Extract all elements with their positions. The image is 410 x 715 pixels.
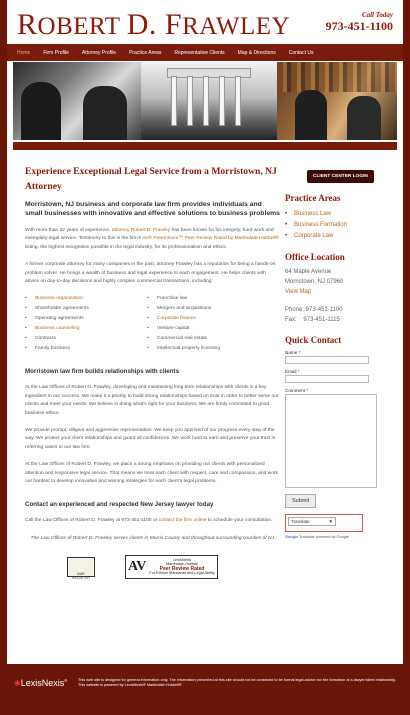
powered-by-google: powered by Google xyxy=(315,535,349,539)
comment-label-text: Comment xyxy=(285,388,305,393)
av-small: For Ethical Standards and Legal Ability xyxy=(149,571,215,576)
translate-widget xyxy=(285,514,363,532)
relationships-paragraph-1: At the Law Offices of Robert D. Frawley, developing and maintaining long term relationships with clients is a key ingredient in our success. We make it a priority to build strong relationships based on trust in order to better serve our clients and meet your needs. We believe in doing what's right for your business. We are firmly committed to good business ethics. xyxy=(25,385,279,416)
header-phone[interactable]: 973-451-1100 xyxy=(325,19,393,33)
page-title: Experience Exceptional Legal Service from a Morristown, NJ Attorney xyxy=(25,166,277,192)
av-brand: LexisNexis xyxy=(172,557,192,562)
banner-photo-courthouse xyxy=(141,62,277,140)
badges xyxy=(25,555,281,579)
quick-contact-title: Quick Contact xyxy=(285,335,342,345)
services-list-right xyxy=(147,294,269,354)
reg-mark: ® xyxy=(64,678,68,683)
phone-line: Phone: 973-451-1100 xyxy=(285,307,343,313)
google-logo: Google xyxy=(285,535,299,539)
name-label xyxy=(285,350,391,355)
practice-areas-title: Practice Areas xyxy=(285,193,341,203)
list-item: • Mergers and acquisitions xyxy=(147,304,269,314)
name-label-text: Name xyxy=(285,350,298,355)
practice-areas-list xyxy=(285,209,391,242)
contact-text-2: to schedule your consultation. xyxy=(206,517,273,523)
required-mark: * xyxy=(306,388,308,393)
intro-text-3: listing, the highest recognition possible in the legal industry, for its professionalism and ethics. xyxy=(25,244,227,250)
nav-firm-profile[interactable]: Firm Profile xyxy=(43,49,69,56)
list-item[interactable]: • Business organization xyxy=(25,294,147,304)
sidebar xyxy=(285,164,391,539)
required-mark: * xyxy=(297,369,300,374)
contact-online-link[interactable]: contact the firm online xyxy=(158,517,207,523)
list-item: • Franchise law xyxy=(147,294,269,304)
relationships-heading: Morristown law firm builds relationships with clients xyxy=(25,368,180,376)
address-line-1: 64 Maple Avenue xyxy=(285,269,332,275)
google-translate-credit xyxy=(285,535,391,539)
av-rated: Peer Review Rated xyxy=(159,565,205,572)
intro-text-2: has been known for his integrity, hard work and exemplary legal service. Testimony to this is the firm's xyxy=(25,228,274,242)
translate-select[interactable] xyxy=(288,517,336,526)
nav-map-directions[interactable]: Map & Directions xyxy=(237,49,276,56)
service-area-note: The Law Offices of Robert D. Frawley serves clients in Morris County and throughout surrounding counties of NJ. xyxy=(30,535,276,541)
nav-practice-areas[interactable]: Practice Areas xyxy=(129,49,162,56)
required-mark: * xyxy=(298,350,301,355)
address-line-2: Morristown, NJ 07960 xyxy=(285,279,344,285)
practice-item[interactable]: • Business Law xyxy=(285,209,391,220)
intro-paragraph xyxy=(25,227,281,252)
view-map-link[interactable]: View Map xyxy=(285,289,312,295)
av-mh: Martindale-Hubbell xyxy=(166,562,198,567)
bar-register-seal[interactable]: BAR REGISTER xyxy=(67,557,95,577)
contact-text-1: Call the Law Offices of Robert D. Frawley at 973-451-1100 or xyxy=(25,517,159,523)
content-panel xyxy=(13,142,397,662)
translate-label: Translate xyxy=(291,519,310,524)
google-translate-text: Translate xyxy=(299,535,315,539)
page-frame xyxy=(7,0,403,664)
email-label-text: Email xyxy=(285,369,297,374)
relationships-paragraph-2: We provide prompt, diligent and aggressive representation. We keep you apprised of our progress every step of the way. We protect your client relationships and guard all confidences. We work hard to earn and preserve your trust in referring cases to our law firm. xyxy=(25,428,276,450)
lexisnexis-logo[interactable] xyxy=(14,678,67,688)
comment-field[interactable] xyxy=(285,394,377,488)
list-item: • Commercial real estate xyxy=(147,334,269,344)
practice-item[interactable]: • Corporate Law xyxy=(285,231,391,242)
fax-line: Fax: 973-451-1115 xyxy=(285,317,340,323)
phone-fax xyxy=(285,305,391,325)
email-label xyxy=(285,369,391,374)
av-rating-badge[interactable] xyxy=(125,555,218,579)
list-item: • Family business xyxy=(25,344,147,354)
banner-photo-library xyxy=(277,62,397,140)
logo-text: OBERT xyxy=(37,13,127,40)
header xyxy=(7,0,403,44)
nav-attorney-profile[interactable]: Attorney Profile xyxy=(81,49,117,56)
practice-item[interactable]: • Business Formation xyxy=(285,220,391,231)
lexisnexis-text: LexisNexis xyxy=(20,678,65,688)
services-lists xyxy=(25,294,281,354)
submit-button[interactable]: Submit xyxy=(285,494,316,508)
corporate-paragraph: A former corporate attorney for many companies in the past, attorney Frawley has a reputation for being a hands-on problem solver. He brings a wealth of business and legal experience to each engagement. He helps clients with advice on day-to-day decisions and highly complex commercial transactions, including: xyxy=(25,262,276,285)
list-item: • Shareholder agreements xyxy=(25,304,147,314)
chevron-down-icon: ▼ xyxy=(328,519,333,524)
banner-photo-people xyxy=(13,62,141,140)
name-field[interactable] xyxy=(285,356,369,364)
attorney-link[interactable]: attorney Robert D. Frawley xyxy=(111,228,171,233)
services-list-left xyxy=(25,294,147,354)
client-center-login-button[interactable]: CLIENT CENTER LOGIN xyxy=(307,170,374,183)
office-address xyxy=(285,267,391,325)
list-item: • Operating agreements xyxy=(25,314,147,324)
footer-disclaimer: This web site is designed for general information only. The information presented at this site should not be construed to be formal legal advice nor the formation of a lawyer/client relationship. This website is powered by LexisNexis® Martindale-Hubbell®. xyxy=(78,678,397,687)
relationships-paragraph-3: At the Law Offices of Robert D. Frawley, we place a strong emphasis on providing our clients with personalized attention and responsive legal service. That means we treat each client with respect, care and compassion, and work our hardest to develop innovative and winning strategies for each client's legal problems. xyxy=(25,462,278,485)
call-today xyxy=(326,11,393,34)
av-rated-text xyxy=(149,558,214,576)
list-item[interactable]: • Business counseling xyxy=(25,324,147,334)
logo-initial: R xyxy=(17,8,38,41)
list-item: • Venture capital xyxy=(147,324,269,334)
office-location-title: Office Location xyxy=(285,252,345,262)
intro-text-1: With more than 32 years of experience, xyxy=(25,228,112,233)
email-field[interactable] xyxy=(285,375,369,383)
site-logo[interactable] xyxy=(17,8,290,42)
lexisnexis-star-icon: ✱ xyxy=(14,679,21,688)
av-rating-link[interactable]: AV® Preeminent™ Peer Review Rated by Martindale-Hubbell® xyxy=(142,236,280,242)
nav-representative-clients[interactable]: Representative Clients xyxy=(174,49,225,56)
list-item[interactable]: • Corporate finance xyxy=(147,314,269,324)
contact-paragraph xyxy=(25,517,281,525)
logo-text-2: RAWLEY xyxy=(182,13,291,40)
contact-heading: Contact an experienced and respected New Jersey lawyer today xyxy=(25,500,214,508)
list-item: • Intellectual property licensing xyxy=(147,344,269,354)
quick-contact-form xyxy=(285,350,391,508)
logo-initial-2: D. F xyxy=(126,8,183,41)
footer xyxy=(0,668,410,715)
call-label: Call Today xyxy=(361,11,393,19)
nav-contact-us[interactable]: Contact Us xyxy=(288,49,314,56)
main-content xyxy=(25,164,281,579)
av-mark: AV xyxy=(128,558,147,574)
hero-banner xyxy=(13,62,397,140)
comment-label xyxy=(285,388,391,393)
main-nav xyxy=(7,44,403,61)
nav-home[interactable]: Home xyxy=(17,49,31,56)
list-item: • Contracts xyxy=(25,334,147,344)
page-subtitle: Morristown, NJ business and corporate law firm provides individuals and small businesses with innovative and effective solutions to business problems xyxy=(25,201,280,217)
